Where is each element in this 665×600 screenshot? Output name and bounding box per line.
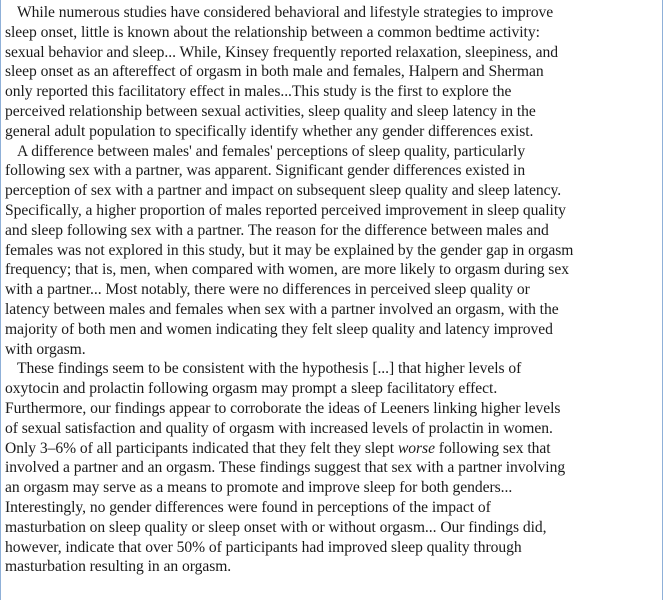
text-line: of sexual satisfaction and quality of orgasm with increased levels of prolactin in women. [5, 419, 553, 437]
text-line: Furthermore, our findings appear to corroborate the ideas of Leeners linking higher levels [5, 399, 561, 417]
text-line: with a partner... Most notably, there were no differences in perceived sleep quality or [5, 281, 530, 299]
document-body [5, 3, 657, 577]
text-line: While numerous studies have considered behavioral and lifestyle strategies to improve [17, 4, 554, 21]
text-line: perceived relationship between sexual activities, sleep quality and sleep latency in the [5, 102, 536, 120]
text-line: These findings seem to be consistent with the hypothesis [...] that higher levels of [17, 360, 522, 378]
text-line: majority of both men and women indicating they felt sleep quality and latency improved [5, 320, 553, 338]
text-line: A difference between males' and females' perceptions of sleep quality, particularly [17, 142, 526, 160]
text-line-emphasis [5, 439, 657, 459]
text-line: however, indicate that over 50% of participants had improved sleep quality through [5, 538, 522, 556]
text-line: masturbation on sleep quality or sleep onset with or without orgasm... Our findings did, [5, 518, 547, 536]
text-line: Specifically, a higher proportion of males reported perceived improvement in sleep quality [5, 201, 566, 219]
text-line: general adult population to specifically identify whether any gender differences exist. [5, 122, 534, 140]
paragraph-3 [5, 359, 657, 577]
text-line: Interestingly, no gender differences were found in perceptions of the impact of [5, 498, 491, 516]
paragraph-2 [5, 142, 657, 360]
text-line: only reported this facilitatory effect in males...This study is the first to explore the [5, 83, 512, 101]
text-line: sexual behavior and sleep... While, Kinsey frequently reported relaxation, sleepiness, and [5, 43, 558, 61]
emphasis-before: Only 3–6% of all participants indicated that they felt they slept [5, 439, 398, 457]
text-line: and sleep following sex with a partner. The reason for the difference between males and [5, 221, 549, 239]
text-line: perception of sex with a partner and impact on subsequent sleep quality and sleep latency. [5, 182, 562, 200]
text-line: an orgasm may serve as a means to promote and improve sleep for both genders... [5, 479, 513, 497]
text-line: following sex with a partner, was apparent. Significant gender differences existed in [5, 162, 526, 180]
text-line: with orgasm. [5, 340, 86, 358]
emphasis-after: following sex that [434, 439, 551, 457]
text-line: frequency; that is, men, when compared with women, are more likely to orgasm during sex [5, 261, 569, 279]
text-line: masturbation resulting in an orgasm. [5, 558, 232, 576]
text-line: latency between males and females when sex with a partner involved an orgasm, with the [5, 300, 559, 318]
text-line: sleep onset, little is known about the relationship between a common bedtime activity: [5, 23, 540, 41]
paragraph-1 [5, 3, 657, 142]
text-line: oxytocin and prolactin following orgasm may prompt a sleep facilitatory effect. [5, 380, 498, 398]
text-line: sleep onset as an aftereffect of orgasm in both male and females, Halpern and Sherman [5, 63, 544, 81]
text-line: females was not explored in this study, but it may be explained by the gender gap in orgasm [5, 241, 574, 259]
emphasis-word: worse [397, 439, 435, 457]
text-line: involved a partner and an orgasm. These findings suggest that sex with a partner involving [5, 459, 566, 477]
